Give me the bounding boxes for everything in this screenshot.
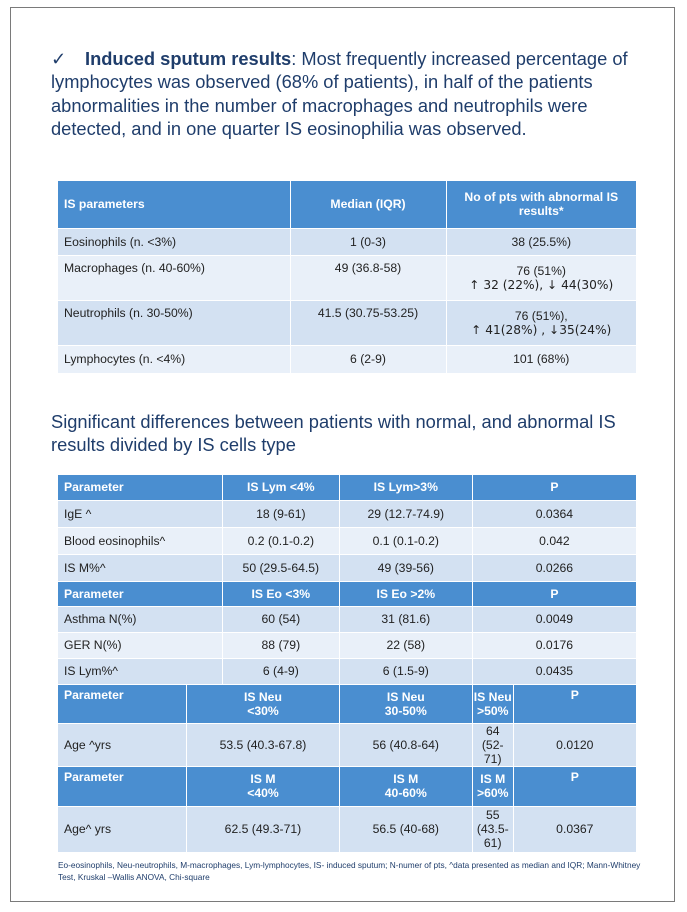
header-cell: No of pts with abnormal IS results* [446, 181, 636, 228]
header-cell [472, 766, 513, 806]
param-cell: Eosinophils (n. <3%) [58, 228, 290, 255]
header-cell: P [472, 475, 636, 500]
value-cell: 22 (58) [339, 632, 472, 658]
value-cell: 53.5 (40.3-67.8) [187, 723, 340, 766]
header-line: 40-60% [384, 786, 427, 800]
header-cell: Parameter [58, 684, 187, 723]
value-cell: 0.2 (0.1-0.2) [222, 527, 339, 554]
value-cell: 18 (9-61) [222, 500, 339, 527]
differences-table [58, 475, 636, 853]
median-cell: 41.5 (30.75-53.25) [290, 300, 446, 345]
median-cell: 1 (0-3) [290, 228, 446, 255]
header-line: IS M [393, 772, 419, 786]
value-cell: 60 (54) [222, 606, 339, 632]
table-row [58, 345, 636, 373]
abnormal-cell [446, 300, 636, 345]
table-header-row [58, 766, 636, 806]
p-value-cell: 0.0367 [513, 806, 636, 852]
intro-text: : Most frequently increased percentage of lymphocytes was observed (68% of patients), in half of the patients abnormalities in the number of macrophages and neutrophils were detected, and in one quarter IS eosinophilia was observed. [51, 48, 628, 140]
header-line: 30-50% [384, 703, 427, 718]
header-cell [187, 766, 340, 806]
header-cell [339, 766, 472, 806]
is-results-table [58, 181, 636, 374]
table-row [58, 606, 636, 632]
footnote: Eo-eosinophils, Neu-neutrophils, M-macrophages, Lym-lymphocytes, IS- induced sputum; N-numer of pts, ^data presented as median and IQR; Mann-Whitney Test, Kruskal –Wallis ANOVA, Chi-square [58, 860, 641, 882]
intro-heading: Induced sputum results [85, 48, 292, 69]
header-cell: Median (IQR) [290, 181, 446, 228]
value-cell: 55 (43.5-61) [472, 806, 513, 852]
header-cell: Parameter [58, 766, 187, 806]
header-cell: P [513, 684, 636, 723]
table-row [58, 255, 636, 300]
table-row [58, 527, 636, 554]
param-cell: GER N(%) [58, 632, 222, 658]
header-cell: P [472, 581, 636, 606]
abnormal-count: 76 (51%), [514, 308, 568, 323]
header-line: <30% [247, 703, 279, 718]
table-header-row [58, 181, 636, 228]
intro-paragraph [51, 47, 651, 141]
table-row [58, 658, 636, 684]
param-cell: IgE ^ [58, 500, 222, 527]
table-row [58, 723, 636, 766]
value-cell: 49 (39-56) [339, 554, 472, 581]
header-cell: IS Eo >2% [339, 581, 472, 606]
abnormal-count: 38 (25.5%) [511, 234, 572, 249]
header-cell: Parameter [58, 581, 222, 606]
p-value-cell: 0.0120 [513, 723, 636, 766]
param-cell: Age ^yrs [58, 723, 187, 766]
p-value-cell: 0.0435 [472, 658, 636, 684]
value-cell: 6 (4-9) [222, 658, 339, 684]
value-cell: 62.5 (49.3-71) [187, 806, 340, 852]
header-cell: IS Lym <4% [222, 475, 339, 500]
value-cell: 0.1 (0.1-0.2) [339, 527, 472, 554]
table-header-row [58, 684, 636, 723]
param-cell: Blood eosinophils^ [58, 527, 222, 554]
header-cell: IS Lym>3% [339, 475, 472, 500]
section-subtitle: Significant differences between patients with normal, and abnormal IS results divided by IS cells type [51, 411, 616, 456]
header-line: IS M [480, 772, 506, 786]
value-cell: 6 (1.5-9) [339, 658, 472, 684]
header-line: >50% [476, 703, 509, 718]
p-value-cell: 0.0266 [472, 554, 636, 581]
header-line: >60% [476, 786, 509, 800]
header-line: IS Neu [386, 689, 425, 704]
header-cell: IS parameters [58, 181, 290, 228]
param-cell: IS M%^ [58, 554, 222, 581]
table-row [58, 806, 636, 852]
abnormal-breakdown: ↑ 41(28%) , ↓35(24%) [471, 322, 612, 337]
abnormal-cell [446, 255, 636, 300]
table-row [58, 228, 636, 255]
header-cell [187, 684, 340, 723]
table-row [58, 632, 636, 658]
param-cell: Lymphocytes (n. <4%) [58, 345, 290, 373]
table-row [58, 500, 636, 527]
header-cell [339, 684, 472, 723]
p-value-cell: 0.042 [472, 527, 636, 554]
abnormal-cell [446, 228, 636, 255]
param-cell: Age^ yrs [58, 806, 187, 852]
param-cell: Macrophages (n. 40-60%) [58, 255, 290, 300]
median-cell: 49 (36.8-58) [290, 255, 446, 300]
checkmark-icon: ✓ [51, 48, 67, 69]
header-cell: Parameter [58, 475, 222, 500]
header-line: <40% [247, 786, 279, 800]
abnormal-breakdown: ↑ 32 (22%), ↓ 44(30%) [469, 277, 614, 292]
p-value-cell: 0.0364 [472, 500, 636, 527]
value-cell: 50 (29.5-64.5) [222, 554, 339, 581]
p-value-cell: 0.0176 [472, 632, 636, 658]
value-cell: 64 (52-71) [472, 723, 513, 766]
p-value-cell: 0.0049 [472, 606, 636, 632]
param-cell: Asthma N(%) [58, 606, 222, 632]
median-cell: 6 (2-9) [290, 345, 446, 373]
header-cell: IS Eo <3% [222, 581, 339, 606]
param-cell: Neutrophils (n. 30-50%) [58, 300, 290, 345]
table-row [58, 300, 636, 345]
table-header-row [58, 475, 636, 500]
header-line: IS Neu [473, 689, 512, 704]
header-cell [472, 684, 513, 723]
value-cell: 88 (79) [222, 632, 339, 658]
param-cell: IS Lym%^ [58, 658, 222, 684]
abnormal-cell [446, 345, 636, 373]
abnormal-count: 76 (51%) [516, 263, 566, 278]
abnormal-count: 101 (68%) [513, 352, 570, 366]
value-cell: 31 (81.6) [339, 606, 472, 632]
value-cell: 56.5 (40-68) [339, 806, 472, 852]
header-line: IS Neu [243, 689, 282, 704]
table-header-row [58, 581, 636, 606]
header-cell: P [513, 766, 636, 806]
table-row [58, 554, 636, 581]
value-cell: 56 (40.8-64) [339, 723, 472, 766]
header-line: IS M [250, 772, 276, 786]
value-cell: 29 (12.7-74.9) [339, 500, 472, 527]
